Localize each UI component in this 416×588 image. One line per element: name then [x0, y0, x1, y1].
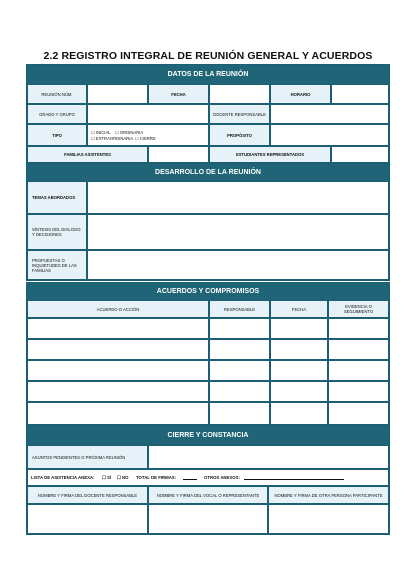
table-cell[interactable]	[209, 402, 270, 425]
label-firma-vocal: NOMBRE Y FIRMA DEL VOCAL O REPRESENTANTE	[148, 486, 268, 504]
input-temas-abordados[interactable]	[87, 181, 389, 214]
table-cell[interactable]	[209, 339, 270, 360]
input-estudiantes-representados[interactable]	[331, 146, 389, 163]
table-cell[interactable]	[270, 402, 328, 425]
label-sintesis: SÍNTESIS DEL DIÁLOGO Y DECISIONES	[27, 214, 87, 250]
label-familias-asistentes: FAMILIAS ASISTENTES	[27, 146, 148, 163]
label-grado-grupo: GRADO Y GRUPO	[27, 104, 87, 124]
label-lista-asistencia: LISTA DE ASISTENCIA ANEXA:	[31, 475, 95, 480]
table-cell[interactable]	[27, 339, 209, 360]
signature-docente[interactable]	[27, 504, 148, 534]
input-sintesis[interactable]	[87, 214, 389, 250]
attendance-row	[27, 469, 389, 486]
input-grado-grupo[interactable]	[87, 104, 209, 124]
table-cell[interactable]	[27, 402, 209, 425]
section-acuerdos	[26, 282, 390, 426]
checkbox-cierre[interactable]: ☐ CIERRE	[135, 136, 156, 141]
input-fecha[interactable]	[209, 84, 270, 104]
table-cell[interactable]	[27, 318, 209, 339]
section-header: ACUERDOS Y COMPROMISOS	[27, 283, 389, 300]
col-acuerdo: ACUERDO O ACCIÓN	[27, 300, 209, 318]
label-otros-anexos: OTROS ANEXOS:	[204, 475, 240, 480]
input-familias-asistentes[interactable]	[148, 146, 209, 163]
table-cell[interactable]	[328, 339, 389, 360]
col-fecha: FECHA	[270, 300, 328, 318]
signature-otra[interactable]	[268, 504, 389, 534]
section-header: CIERRE Y CONSTANCIA	[27, 426, 389, 445]
table-cell[interactable]	[270, 381, 328, 402]
input-docente[interactable]	[270, 104, 389, 124]
col-responsable: RESPONSABLE	[209, 300, 270, 318]
table-cell[interactable]	[270, 360, 328, 381]
input-total-firmas[interactable]	[183, 475, 197, 480]
signature-vocal[interactable]	[148, 504, 268, 534]
section-header: DESARROLLO DE LA REUNIÓN	[27, 164, 389, 181]
input-proposito[interactable]	[270, 124, 389, 146]
table-cell[interactable]	[270, 318, 328, 339]
label-propuestas: PROPUESTAS O INQUIETUDES DE LAS FAMILIAS	[27, 250, 87, 280]
table-cell[interactable]	[328, 381, 389, 402]
checkbox-extraordinaria[interactable]: ☐ EXTRAORDINARIA	[91, 136, 134, 141]
label-fecha: FECHA	[148, 84, 209, 104]
label-proposito: PROPÓSITO	[209, 124, 270, 146]
table-cell[interactable]	[209, 381, 270, 402]
section-header: DATOS DE LA REUNIÓN	[27, 65, 389, 84]
table-cell[interactable]	[328, 402, 389, 425]
label-total-firmas: TOTAL DE FIRMAS:	[136, 475, 177, 480]
table-cell[interactable]	[27, 381, 209, 402]
col-evidencia: EVIDENCIA O SEGUIMIENTO	[328, 300, 389, 318]
checkbox-inicial[interactable]: ☐ INICIAL	[91, 130, 111, 135]
section-cierre	[26, 425, 390, 535]
table-cell[interactable]	[328, 318, 389, 339]
section-datos-reunion	[26, 64, 390, 164]
input-propuestas[interactable]	[87, 250, 389, 280]
table-cell[interactable]	[209, 318, 270, 339]
input-otros-anexos[interactable]	[244, 475, 344, 480]
label-horario: HORARIO	[270, 84, 331, 104]
tipo-options	[87, 124, 209, 146]
label-docente: DOCENTE RESPONSABLE	[209, 104, 270, 124]
table-cell[interactable]	[328, 360, 389, 381]
label-firma-docente: NOMBRE Y FIRMA DEL DOCENTE RESPONSABLE	[27, 486, 148, 504]
label-estudiantes-representados: ESTUDIANTES REPRESENTADOS	[209, 146, 331, 163]
input-horario[interactable]	[331, 84, 389, 104]
label-firma-otra: NOMBRE Y FIRMA DE OTRA PERSONA PARTICIPANTE	[268, 486, 389, 504]
input-asuntos-pendientes[interactable]	[148, 445, 389, 469]
page-title: 2.2 REGISTRO INTEGRAL DE REUNIÓN GENERAL Y ACUERDOS	[43, 50, 373, 62]
table-cell[interactable]	[270, 339, 328, 360]
input-reunion-num[interactable]	[87, 84, 148, 104]
checkbox-si[interactable]: ☐ SÍ	[102, 475, 112, 480]
label-tipo: TIPO	[27, 124, 87, 146]
label-asuntos-pendientes: ASUNTOS PENDIENTES O PRÓXIMA REUNIÓN	[27, 445, 148, 469]
checkbox-no[interactable]: ☐ NO	[117, 475, 129, 480]
section-desarrollo	[26, 163, 390, 281]
table-cell[interactable]	[209, 360, 270, 381]
label-reunion-num: REUNIÓN NÚM.	[27, 84, 87, 104]
checkbox-ordinaria[interactable]: ☐ ORDINARIA	[115, 130, 144, 135]
table-cell[interactable]	[27, 360, 209, 381]
label-temas-abordados: TEMAS ABORDADOS	[27, 181, 87, 214]
